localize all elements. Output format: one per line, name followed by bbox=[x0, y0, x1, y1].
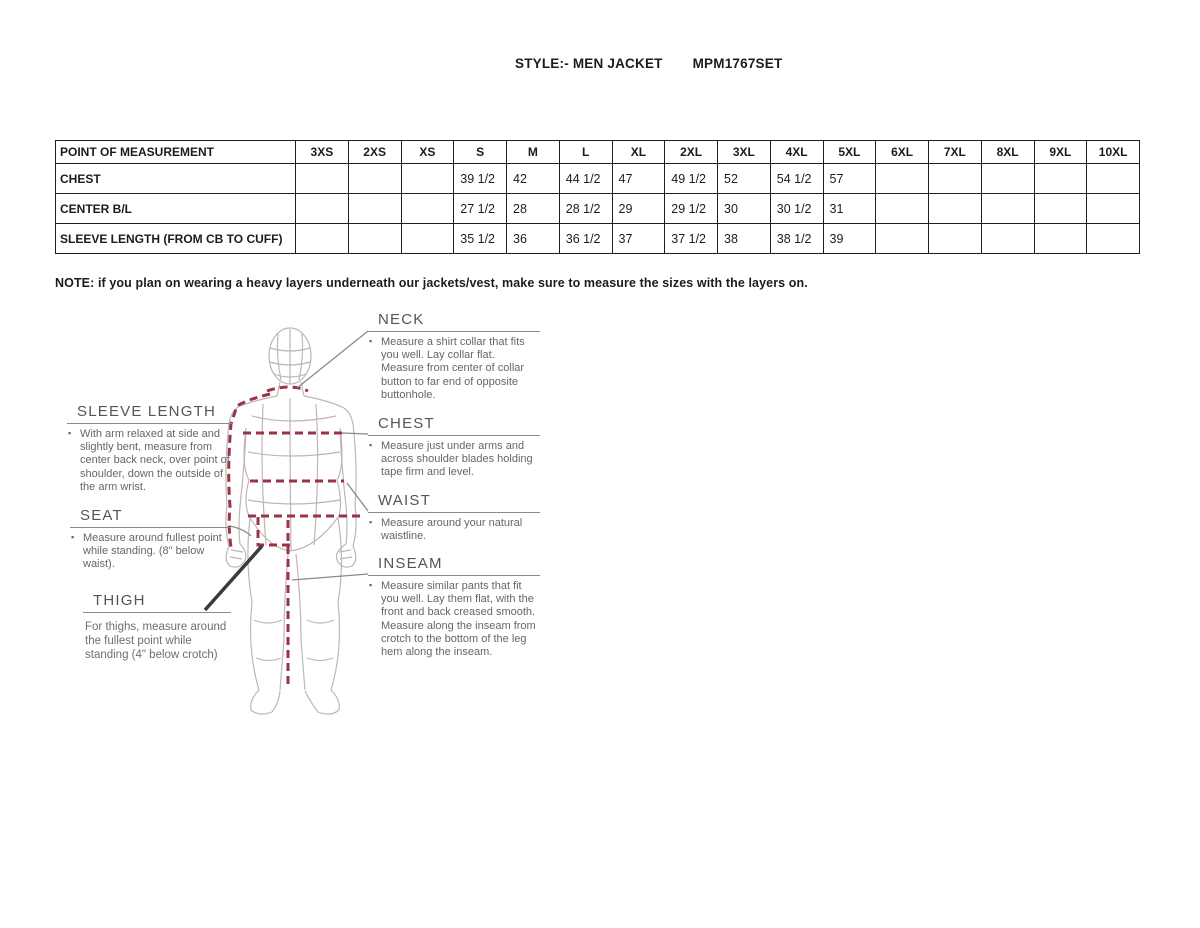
measurement-value-cell bbox=[296, 194, 349, 224]
thigh-label-block bbox=[83, 592, 231, 662]
measurement-value-cell: 28 1/2 bbox=[559, 194, 612, 224]
table-row bbox=[56, 164, 1140, 194]
measurement-value-cell bbox=[1087, 224, 1140, 254]
size-header-cell: XS bbox=[401, 141, 454, 164]
measurement-value-cell: 30 1/2 bbox=[770, 194, 823, 224]
measurement-value-cell: 29 1/2 bbox=[665, 194, 718, 224]
measurement-value-cell: 47 bbox=[612, 164, 665, 194]
measurement-value-cell: 28 bbox=[507, 194, 560, 224]
size-header-cell: XL bbox=[612, 141, 665, 164]
size-header-cell: 8XL bbox=[981, 141, 1034, 164]
neck-measure-line bbox=[267, 387, 308, 391]
measurement-value-cell bbox=[1087, 194, 1140, 224]
measurement-value-cell bbox=[929, 224, 982, 254]
size-header-cell: L bbox=[559, 141, 612, 164]
neck-label: NECK bbox=[368, 311, 540, 332]
measurement-value-cell bbox=[929, 164, 982, 194]
size-header-cell: 10XL bbox=[1087, 141, 1140, 164]
bullet-square-icon: ▪ bbox=[369, 440, 373, 450]
measurement-value-cell: 54 1/2 bbox=[770, 164, 823, 194]
measurement-value-cell: 37 1/2 bbox=[665, 224, 718, 254]
measurement-value-cell: 39 bbox=[823, 224, 876, 254]
size-header-cell: 2XL bbox=[665, 141, 718, 164]
measurement-value-cell: 38 1/2 bbox=[770, 224, 823, 254]
sleeve-length-label-block bbox=[67, 403, 232, 494]
chest-instructions: Measure just under arms and across shoulder blades holding tape firm and level. bbox=[381, 440, 533, 479]
measurement-value-cell: 27 1/2 bbox=[454, 194, 507, 224]
pom-header-cell: POINT OF MEASUREMENT bbox=[56, 141, 296, 164]
measurement-value-cell: 39 1/2 bbox=[454, 164, 507, 194]
measurement-value-cell: 30 bbox=[718, 194, 771, 224]
size-header-cell: 5XL bbox=[823, 141, 876, 164]
seat-label-block bbox=[70, 507, 230, 572]
waist-label: WAIST bbox=[368, 492, 540, 513]
size-header-cell: S bbox=[454, 141, 507, 164]
table-row bbox=[56, 224, 1140, 254]
measurement-value-cell bbox=[876, 164, 929, 194]
sleeve-measure-line bbox=[229, 394, 270, 547]
measurement-value-cell: 36 bbox=[507, 224, 560, 254]
size-header-cell: 3XS bbox=[296, 141, 349, 164]
bullet-square-icon: ▪ bbox=[68, 428, 72, 438]
thigh-instructions: For thighs, measure around the fullest point while standing (4" below crotch) bbox=[85, 621, 227, 661]
measurement-value-cell: 31 bbox=[823, 194, 876, 224]
size-header-cell: 9XL bbox=[1034, 141, 1087, 164]
waist-instructions: Measure around your natural waistline. bbox=[381, 517, 523, 543]
measurement-value-cell: 37 bbox=[612, 224, 665, 254]
measurement-value-cell bbox=[348, 164, 401, 194]
measurement-value-cell bbox=[929, 194, 982, 224]
size-header-cell: 3XL bbox=[718, 141, 771, 164]
measurement-value-cell bbox=[401, 194, 454, 224]
page-title bbox=[515, 56, 782, 71]
measurement-value-cell: 44 1/2 bbox=[559, 164, 612, 194]
body-wireframe bbox=[226, 328, 356, 714]
waist-connector-line bbox=[347, 483, 368, 511]
measurement-value-cell bbox=[1034, 164, 1087, 194]
note-text: NOTE: if you plan on wearing a heavy layers underneath our jackets/vest, make sure to measure the sizes with the layers on. bbox=[55, 276, 808, 290]
measurement-value-cell bbox=[876, 224, 929, 254]
measurement-label-cell: CHEST bbox=[56, 164, 296, 194]
measurement-value-cell: 52 bbox=[718, 164, 771, 194]
inseam-connector-line bbox=[292, 574, 368, 580]
measurement-label-cell: CENTER B/L bbox=[56, 194, 296, 224]
chest-label: CHEST bbox=[368, 415, 540, 436]
measurement-value-cell bbox=[981, 224, 1034, 254]
size-header-cell: 2XS bbox=[348, 141, 401, 164]
sleeve-length-instructions: With arm relaxed at side and slightly bent, measure from center back neck, over point of shoulder, down the outside of the arm wrist. bbox=[80, 428, 230, 493]
thigh-measure-line bbox=[258, 517, 290, 545]
measurement-value-cell bbox=[1087, 164, 1140, 194]
measurement-value-cell bbox=[401, 224, 454, 254]
bullet-square-icon: ▪ bbox=[369, 580, 373, 590]
neck-instructions: Measure a shirt collar that fits you well. Lay collar flat. Measure from center of collar button to far end of opposite buttonhole. bbox=[381, 336, 525, 401]
inseam-instructions: Measure similar pants that fit you well. Lay them flat, with the front and back creased smooth. Measure along the inseam from crotch to the bottom of the leg hem along the inseam. bbox=[381, 580, 536, 658]
measurement-value-cell: 42 bbox=[507, 164, 560, 194]
seat-connector-line bbox=[230, 526, 251, 536]
size-header-cell: 7XL bbox=[929, 141, 982, 164]
measurement-value-cell bbox=[981, 194, 1034, 224]
measurement-value-cell: 29 bbox=[612, 194, 665, 224]
measurement-value-cell: 38 bbox=[718, 224, 771, 254]
bullet-square-icon: ▪ bbox=[369, 336, 373, 346]
seat-label: SEAT bbox=[70, 507, 230, 528]
measurement-value-cell: 49 1/2 bbox=[665, 164, 718, 194]
inseam-label: INSEAM bbox=[368, 555, 540, 576]
thigh-label: THIGH bbox=[83, 592, 231, 613]
style-code: MPM1767SET bbox=[692, 56, 783, 71]
measurement-value-cell bbox=[981, 164, 1034, 194]
size-chart-table bbox=[55, 140, 1140, 254]
measurement-value-cell bbox=[348, 224, 401, 254]
neck-connector-line bbox=[297, 331, 368, 388]
measurement-value-cell: 35 1/2 bbox=[454, 224, 507, 254]
measurement-value-cell: 36 1/2 bbox=[559, 224, 612, 254]
measurement-value-cell bbox=[296, 164, 349, 194]
waist-label-block bbox=[368, 492, 540, 543]
measurement-value-cell bbox=[348, 194, 401, 224]
sleeve-length-label: SLEEVE LENGTH bbox=[67, 403, 232, 424]
measurement-label-cell: SLEEVE LENGTH (FROM CB TO CUFF) bbox=[56, 224, 296, 254]
size-header-cell: 6XL bbox=[876, 141, 929, 164]
bullet-square-icon: ▪ bbox=[369, 517, 373, 527]
chest-connector-line bbox=[342, 433, 368, 434]
size-chart-body bbox=[56, 164, 1140, 254]
inseam-label-block bbox=[368, 555, 540, 659]
measurement-value-cell bbox=[1034, 194, 1087, 224]
neck-label-block bbox=[368, 311, 540, 402]
measurement-value-cell bbox=[296, 224, 349, 254]
size-chart-header bbox=[56, 141, 1140, 164]
measurement-value-cell: 57 bbox=[823, 164, 876, 194]
seat-instructions: Measure around fullest point while standing. (8" below waist). bbox=[83, 532, 222, 571]
measurement-value-cell bbox=[1034, 224, 1087, 254]
size-header-cell: 4XL bbox=[770, 141, 823, 164]
size-header-cell: M bbox=[507, 141, 560, 164]
measurement-value-cell bbox=[401, 164, 454, 194]
style-label: STYLE:- MEN JACKET bbox=[515, 56, 663, 71]
bullet-square-icon: ▪ bbox=[71, 532, 75, 542]
chest-label-block bbox=[368, 415, 540, 480]
measurement-value-cell bbox=[876, 194, 929, 224]
table-row bbox=[56, 194, 1140, 224]
